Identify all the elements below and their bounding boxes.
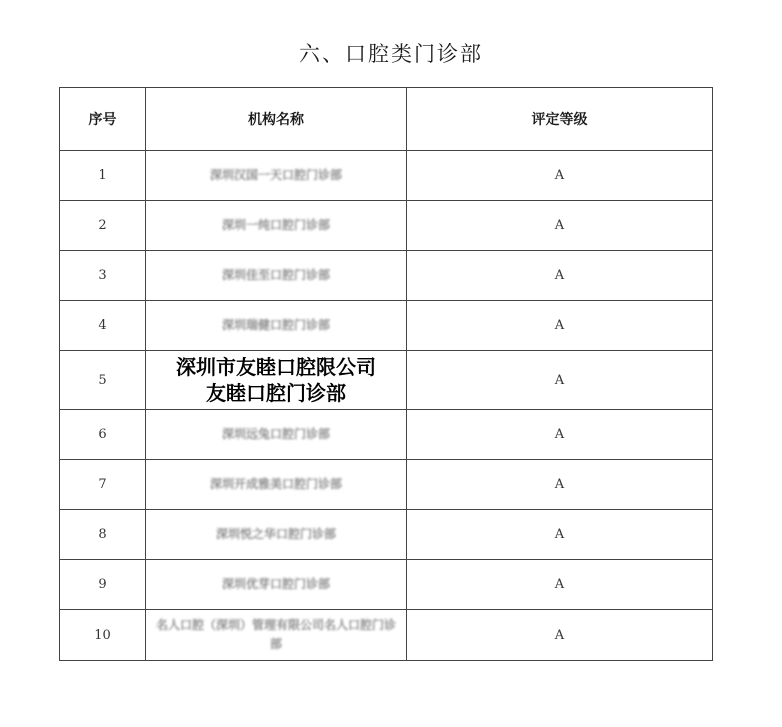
header-grade: 评定等级 [407,88,713,151]
header-serial-number: 序号 [60,88,146,151]
row-grade: A [407,510,713,560]
row-institution-name [146,610,407,661]
row-institution-name [146,510,407,560]
table-row [60,301,713,351]
row-serial-number: 6 [60,410,146,460]
institution-name-highlight-line1: 深圳市友睦口腔限公司 [176,355,376,379]
row-institution-name [146,151,407,201]
institution-name-text: 名人口腔（深圳）管理有限公司名人口腔门诊部 [156,618,397,651]
row-institution-name [146,251,407,301]
institution-name-text: 深圳一纯口腔门诊部 [221,218,330,232]
table-row [60,151,713,201]
row-grade: A [407,201,713,251]
grading-table [59,87,713,661]
row-serial-number: 8 [60,510,146,560]
row-serial-number: 3 [60,251,146,301]
row-serial-number: 9 [60,560,146,610]
row-grade: A [407,351,713,410]
institution-name-text: 深圳悦之华口腔门诊部 [215,527,336,541]
institution-name-highlight-line2: 友睦口腔门诊部 [206,381,346,405]
row-institution-name [146,351,407,410]
table-row [60,510,713,560]
row-serial-number: 5 [60,351,146,410]
table-row [60,560,713,610]
institution-name-text: 深圳开成雅美口腔门诊部 [209,477,342,491]
row-grade: A [407,610,713,661]
row-serial-number: 7 [60,460,146,510]
row-serial-number: 1 [60,151,146,201]
table-row [60,610,713,661]
header-institution-name: 机构名称 [146,88,407,151]
institution-name-text: 深圳汉国一天口腔门诊部 [209,168,342,182]
table-row [60,251,713,301]
row-serial-number: 4 [60,301,146,351]
row-grade: A [407,410,713,460]
row-institution-name [146,301,407,351]
institution-name-text: 深圳远兔口腔门诊部 [221,427,330,441]
row-grade: A [407,301,713,351]
page-title: 六、口腔类门诊部 [299,42,483,66]
row-grade: A [407,251,713,301]
row-grade: A [407,151,713,201]
row-institution-name [146,410,407,460]
institution-name-text: 深圳瑞健口腔门诊部 [221,318,330,332]
table-row [60,201,713,251]
row-serial-number: 2 [60,201,146,251]
row-institution-name [146,201,407,251]
row-institution-name [146,560,407,610]
row-institution-name [146,460,407,510]
row-serial-number: 10 [60,610,146,661]
table-header-row [60,88,713,151]
table-row-highlighted [60,351,713,410]
table-row [60,460,713,510]
table-row [60,410,713,460]
row-grade: A [407,560,713,610]
institution-name-text: 深圳佳至口腔门诊部 [221,268,330,282]
institution-name-text: 深圳优芽口腔门诊部 [221,577,330,591]
row-grade: A [407,460,713,510]
